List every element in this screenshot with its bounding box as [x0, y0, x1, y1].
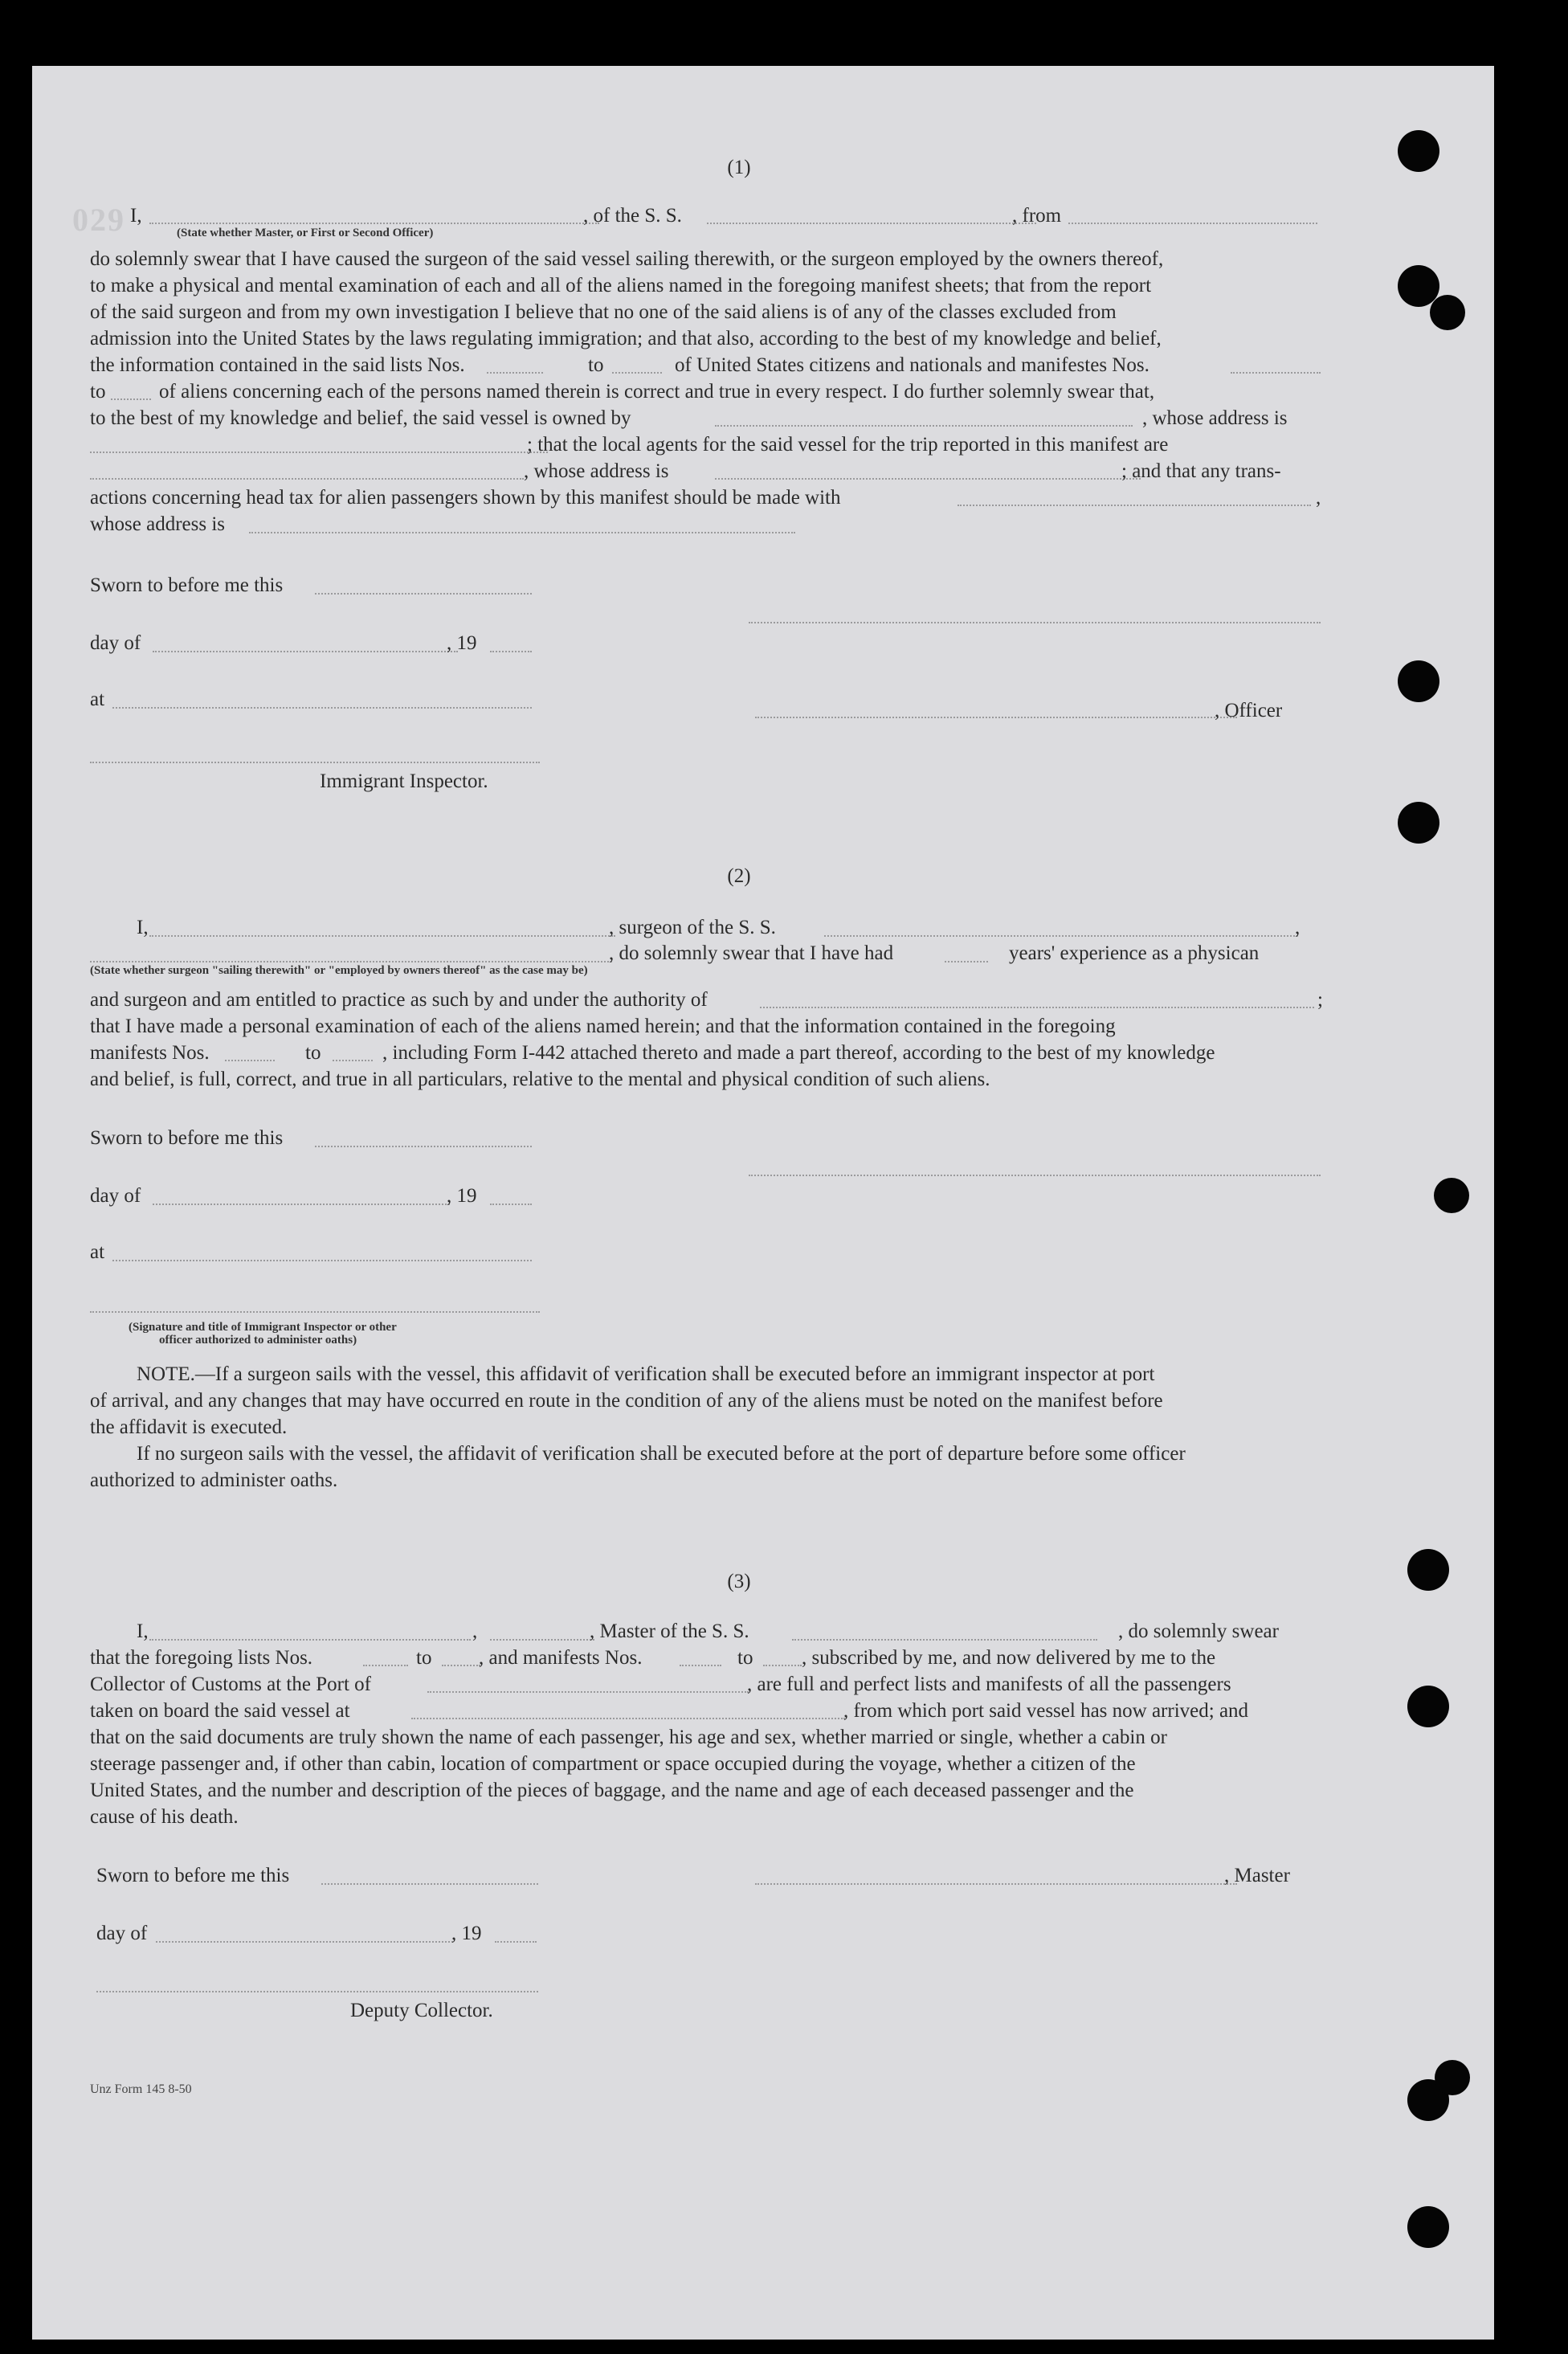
s2-surgeon-of: , surgeon of the S. S.	[609, 917, 776, 938]
section-1-number: (1)	[727, 157, 751, 178]
blank-field	[90, 961, 612, 962]
s1-paragraph-line: ; and that any trans-	[1121, 460, 1281, 482]
s3-paragraph-line: , from which port said vessel has now arrived; and	[843, 1700, 1249, 1722]
s2-paragraph-line: manifests Nos.	[90, 1042, 210, 1064]
punch-hole	[1407, 2206, 1449, 2248]
s3-to: to	[416, 1647, 432, 1669]
blank-field	[680, 1665, 721, 1666]
s1-paragraph-line: ; that the local agents for the said vessel for the trip reported in this manifest are	[527, 434, 1169, 456]
s2-day-of: day of	[90, 1185, 141, 1207]
s1-paragraph-line: of United States citizens and nationals and manifestes Nos.	[675, 354, 1149, 376]
signature-line	[96, 1991, 538, 1992]
signature-line	[755, 717, 1237, 718]
s3-swear: , do solemnly swear	[1118, 1620, 1279, 1642]
s3-nineteen: , 19	[451, 1923, 482, 1944]
blank-field	[612, 372, 662, 374]
section-2-number: (2)	[727, 865, 751, 887]
manifest-verification-form	[32, 66, 1494, 2340]
s1-line-i: I,	[130, 205, 142, 227]
s1-inspector: Immigrant Inspector.	[320, 770, 488, 792]
blank-field	[321, 1883, 538, 1885]
s2-note-line: If no surgeon sails with the vessel, the affidavit of verification shall be executed before at the port of departure before some officer	[137, 1443, 1186, 1465]
blank-field	[112, 707, 532, 709]
s1-paragraph-line: admission into the United States by the laws regulating immigration; and that also, according to the best of my knowledge and belief,	[90, 328, 1162, 349]
s1-paragraph-line: of the said surgeon and from my own investigation I believe that no one of the said aliens is of any of the classes excluded from	[90, 301, 1117, 323]
s1-paragraph-line: the information contained in the said lists Nos.	[90, 354, 465, 376]
s3-comma: ,	[472, 1620, 478, 1642]
blank-field	[153, 651, 458, 652]
s2-signature-note: (Signature and title of Immigrant Inspector or other	[129, 1321, 397, 1334]
blank-field	[153, 1204, 450, 1205]
s3-paragraph-line: , are full and perfect lists and manifests of all the passengers	[747, 1674, 1231, 1695]
s1-paragraph-line: , whose address is	[1142, 407, 1288, 429]
blank-field	[333, 1060, 373, 1061]
s2-comma: ,	[1295, 917, 1301, 938]
s1-nineteen: , 19	[447, 632, 477, 654]
s1-of-ss: , of the S. S.	[583, 205, 682, 227]
blank-field	[90, 478, 524, 480]
blank-field	[315, 1146, 532, 1147]
blank-field	[442, 1665, 480, 1666]
blank-field	[715, 478, 1141, 480]
blank-field	[225, 1060, 275, 1061]
s2-note-line: the affidavit is executed.	[90, 1416, 288, 1438]
s3-sworn: Sworn to before me this	[96, 1865, 290, 1886]
s1-from: , from	[1012, 205, 1062, 227]
blank-field	[495, 1941, 537, 1943]
blank-field	[111, 398, 151, 400]
blank-field	[149, 223, 599, 224]
s2-swear: , do solemnly swear that I have had	[609, 942, 894, 964]
s1-at: at	[90, 689, 105, 710]
s2-line-i: I,	[137, 917, 149, 938]
blank-field	[112, 1260, 532, 1261]
s1-sworn: Sworn to before me this	[90, 574, 284, 596]
signature-line	[749, 622, 1321, 623]
s1-paragraph-line: actions concerning head tax for alien passengers shown by this manifest should be made with	[90, 487, 841, 509]
s2-paragraph-line: that I have made a personal examination of each of the aliens named herein; and that the information contained in the foregoing	[90, 1016, 1116, 1037]
blank-field	[1231, 372, 1321, 374]
blank-field	[363, 1665, 408, 1666]
blank-field	[707, 223, 1036, 224]
s1-paragraph-line: of aliens concerning each of the persons named therein is correct and true in every respect. I do further solemnly swear that,	[159, 381, 1155, 403]
s3-day-of: day of	[96, 1923, 148, 1944]
s2-note-line: NOTE.—If a surgeon sails with the vessel, this affidavit of verification shall be executed before an immigrant inspector at port	[137, 1363, 1155, 1385]
s1-paragraph-line: to make a physical and mental examination of each and all of the aliens named in the foregoing manifest sheets; that from the report	[90, 275, 1152, 296]
blank-field	[490, 1204, 532, 1205]
s1-day-of: day of	[90, 632, 141, 654]
s1-comma: ,	[1316, 487, 1321, 509]
blank-field	[149, 935, 615, 937]
section-3-number: (3)	[727, 1571, 751, 1592]
blank-field	[792, 1639, 1097, 1641]
s3-paragraph-line: United States, and the number and description of the pieces of baggage, and the name and age of each deceased passenger and the	[90, 1780, 1134, 1801]
s2-paragraph-line: , including Form I-442 attached thereto and made a part thereof, according to the best of my knowledge	[382, 1042, 1215, 1064]
s1-paragraph-line: whose address is	[90, 513, 226, 535]
s2-semicolon: ;	[1317, 989, 1323, 1011]
form-number: Unz Form 145 8-50	[90, 2082, 192, 2096]
blank-field	[427, 1691, 749, 1693]
s3-paragraph-line: Collector of Customs at the Port of	[90, 1674, 371, 1695]
blank-field	[90, 452, 548, 453]
s1-to: to	[90, 381, 106, 403]
s1-officer-note: (State whether Master, or First or Second Officer)	[177, 227, 434, 239]
s2-signature-note: officer authorized to administer oaths)	[159, 1334, 357, 1347]
s2-note-line: of arrival, and any changes that may have occurred en route in the condition of any of the aliens must be noted on the manifest before	[90, 1390, 1163, 1412]
s2-note-line: authorized to administer oaths.	[90, 1469, 338, 1491]
faded-stamp: 029	[72, 202, 125, 238]
signature-line	[749, 1175, 1321, 1176]
s1-paragraph-line: do solemnly swear that I have caused the surgeon of the said vessel sailing therewith, or the surgeon employed by the owners thereof,	[90, 248, 1164, 270]
s1-paragraph-line: to the best of my knowledge and belief, the said vessel is owned by	[90, 407, 631, 429]
s3-master-of: , Master of the S. S.	[590, 1620, 749, 1642]
s3-paragraph-line: cause of his death.	[90, 1806, 239, 1828]
signature-line	[755, 1883, 1237, 1885]
blank-field	[411, 1718, 845, 1719]
s3-deputy: Deputy Collector.	[350, 2000, 493, 2021]
blank-field	[958, 505, 1311, 506]
s3-paragraph-line: taken on board the said vessel at	[90, 1700, 350, 1722]
blank-field	[490, 651, 532, 652]
punch-hole	[1435, 2060, 1470, 2095]
s1-paragraph-line: , whose address is	[524, 460, 669, 482]
s3-paragraph-line: that the foregoing lists Nos.	[90, 1647, 313, 1669]
s2-to: to	[305, 1042, 321, 1064]
blank-field	[249, 532, 795, 533]
blank-field	[715, 425, 1133, 427]
s2-surgeon-note: (State whether surgeon "sailing therewith" or "employed by owners thereof" as the case may be)	[90, 964, 588, 977]
blank-field	[149, 1639, 471, 1641]
signature-line	[90, 762, 540, 763]
s2-years: years' experience as a physican	[1009, 942, 1260, 964]
s3-paragraph-line: steerage passenger and, if other than cabin, location of compartment or space occupied during the voyage, whether a citizen of the	[90, 1753, 1136, 1775]
s2-paragraph-line: and belief, is full, correct, and true in all particulars, relative to the mental and physical condition of such aliens.	[90, 1069, 990, 1090]
blank-field	[490, 1639, 594, 1641]
blank-field	[763, 1665, 802, 1666]
signature-line	[90, 1311, 540, 1313]
blank-field	[315, 593, 532, 595]
blank-field	[156, 1941, 453, 1943]
s1-officer: , Officer	[1215, 700, 1283, 721]
s3-to: to	[737, 1647, 753, 1669]
blank-field	[487, 372, 543, 374]
s1-to: to	[588, 354, 604, 376]
s3-master: , Master	[1224, 1865, 1290, 1886]
s3-paragraph-line: that on the said documents are truly shown the name of each passenger, his age and sex, whether married or single, whether a cabin or	[90, 1727, 1167, 1748]
s2-nineteen: , 19	[447, 1185, 477, 1207]
blank-field	[1068, 223, 1317, 224]
punch-hole	[1434, 1178, 1469, 1213]
s2-at: at	[90, 1241, 105, 1263]
blank-field	[945, 961, 988, 962]
blank-field	[760, 1007, 1314, 1008]
blank-field	[824, 935, 1298, 937]
s2-paragraph-line: and surgeon and am entitled to practice as such by and under the authority of	[90, 989, 708, 1011]
punch-hole	[1398, 802, 1439, 844]
punch-hole	[1430, 295, 1465, 330]
s3-paragraph-line: , subscribed by me, and now delivered by me to the	[802, 1647, 1216, 1669]
s2-sworn: Sworn to before me this	[90, 1127, 284, 1149]
punch-hole	[1398, 660, 1439, 702]
s3-line-i: I,	[137, 1620, 149, 1642]
s3-paragraph-line: , and manifests Nos.	[479, 1647, 643, 1669]
punch-hole	[1407, 1686, 1449, 1727]
